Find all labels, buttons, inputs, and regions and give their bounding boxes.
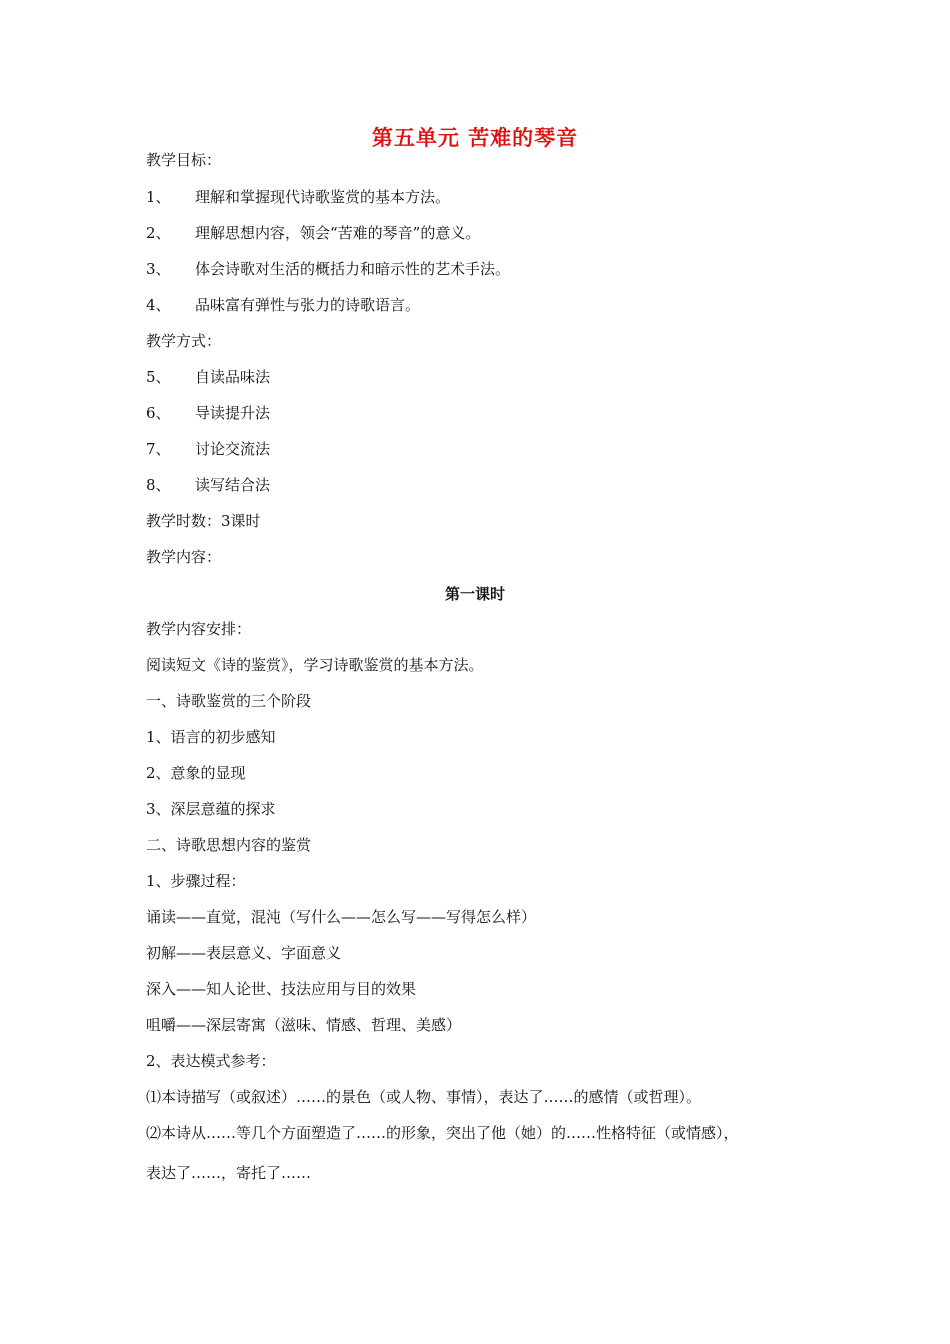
method-number: 5、: [146, 368, 171, 386]
body-line: 二、诗歌思想内容的鉴赏: [146, 836, 312, 854]
goal-text: 理解思想内容，领会“苦难的琴音”的意义。: [195, 224, 481, 242]
goal-number: 3、: [146, 260, 171, 278]
goal-text: 理解和掌握现代诗歌鉴赏的基本方法。: [195, 188, 451, 206]
body-line: 1、步骤过程：: [146, 872, 246, 890]
goal-item: [146, 295, 420, 315]
goal-number: 4、: [146, 296, 171, 314]
body-line: 深入——知人论世、技法应用与目的效果: [146, 980, 417, 998]
body-line: 初解——表层意义、字面意义: [146, 944, 342, 962]
body-line: ⑵本诗从……等几个方面塑造了……的形象，突出了他（她）的……性格特征（或情感），: [146, 1124, 739, 1142]
methods-heading: 教学方式：: [146, 332, 222, 350]
body-line: 表达了……，寄托了……: [146, 1164, 312, 1182]
method-text: 自读品味法: [195, 368, 271, 386]
content-heading: 教学内容：: [146, 548, 222, 566]
body-line: 一、诗歌鉴赏的三个阶段: [146, 692, 312, 710]
goal-text: 体会诗歌对生活的概括力和暗示性的艺术手法。: [195, 260, 511, 278]
body-line: 2、表达模式参考：: [146, 1052, 276, 1070]
goals-heading: 教学目标：: [146, 151, 222, 169]
teaching-hours: 教学时数：3课时: [146, 512, 261, 530]
method-number: 7、: [146, 440, 171, 458]
method-text: 读写结合法: [195, 476, 271, 494]
goal-item: [146, 187, 450, 207]
goal-item: [146, 223, 480, 243]
method-item: [146, 475, 270, 495]
body-line: ⑴本诗描写（或叙述）……的景色（或人物、事情），表达了……的感情（或哲理）。: [146, 1088, 702, 1106]
method-item: [146, 439, 270, 459]
method-number: 8、: [146, 476, 171, 494]
goal-text: 品味富有弹性与张力的诗歌语言。: [195, 296, 421, 314]
method-item: [146, 403, 270, 423]
body-line: 3、深层意蕴的探求: [146, 800, 276, 818]
body-line: 教学内容安排：: [146, 620, 252, 638]
body-line: 阅读短文《诗的鉴赏》，学习诗歌鉴赏的基本方法。: [146, 656, 484, 674]
goal-item: [146, 259, 510, 279]
method-text: 讨论交流法: [195, 440, 271, 458]
method-number: 6、: [146, 404, 171, 422]
method-text: 导读提升法: [195, 404, 271, 422]
method-item: [146, 367, 270, 387]
goal-number: 1、: [146, 188, 171, 206]
body-line: 2、意象的显现: [146, 764, 246, 782]
goal-number: 2、: [146, 224, 171, 242]
body-line: 诵读——直觉，混沌（写什么——怎么写——写得怎么样）: [146, 908, 537, 926]
body-line: 1、语言的初步感知: [146, 728, 276, 746]
document-title: 第五单元 苦难的琴音: [371, 126, 579, 150]
lesson-title: 第一课时: [444, 585, 505, 603]
body-line: 咀嚼——深层寄寓（滋味、情感、哲理、美感）: [146, 1016, 462, 1034]
